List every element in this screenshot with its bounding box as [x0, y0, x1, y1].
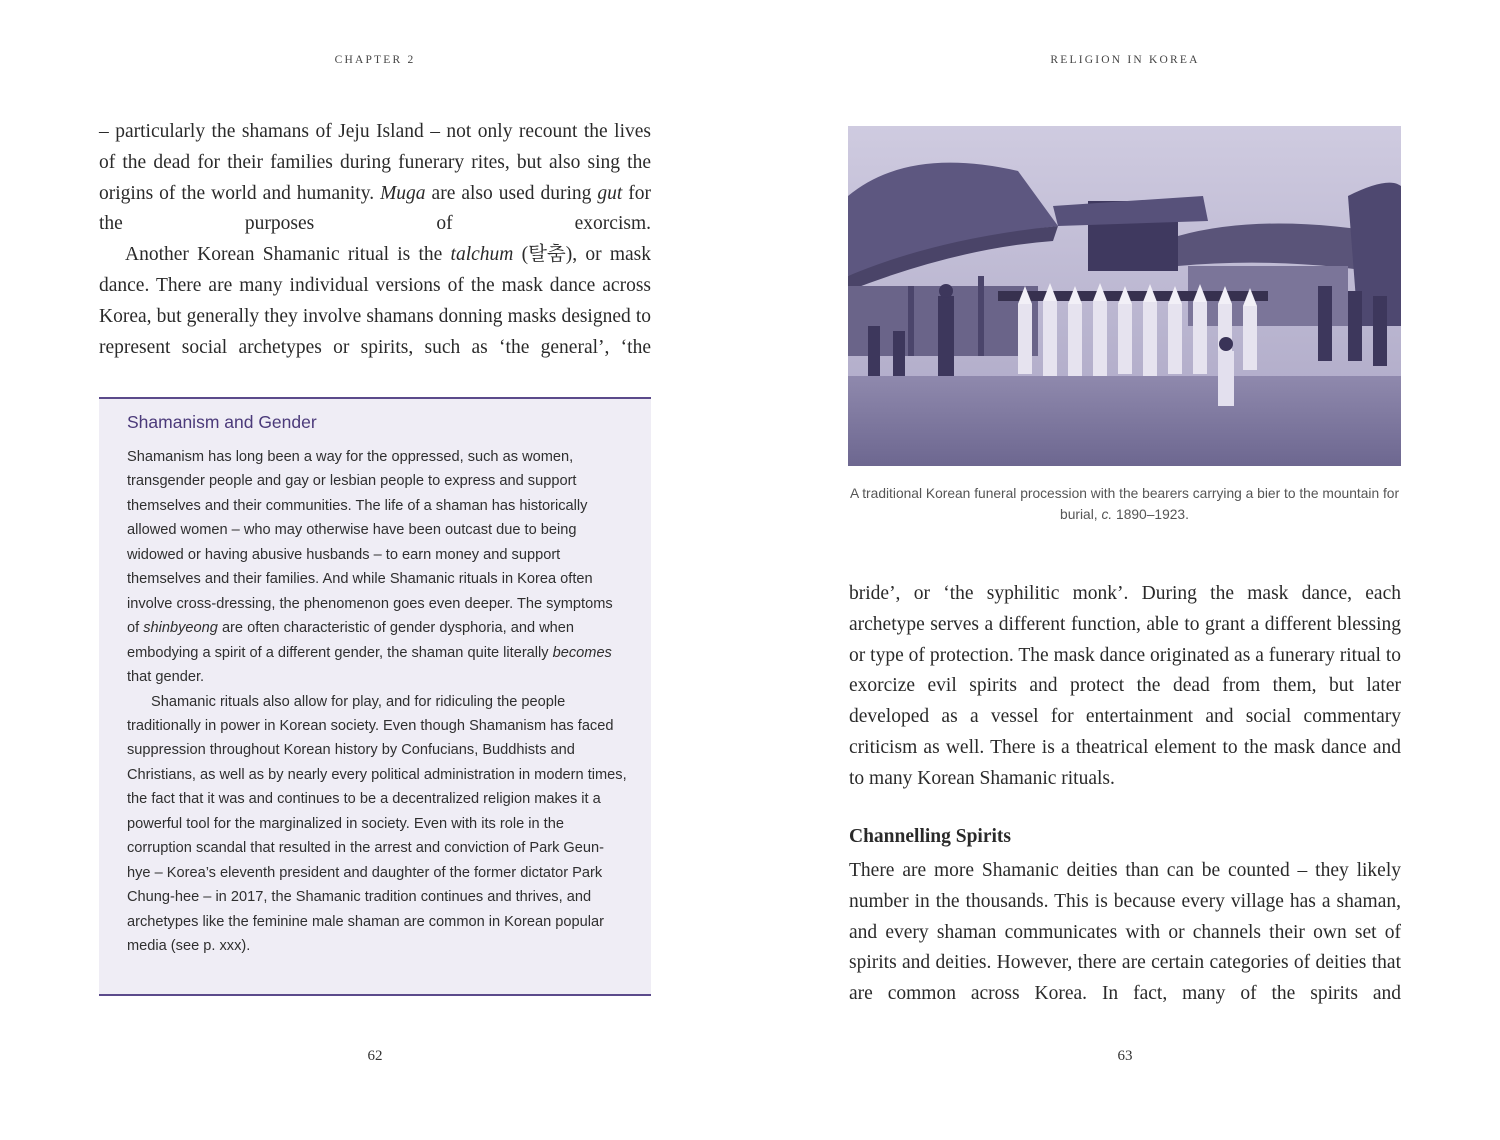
funeral-procession-photo	[848, 126, 1401, 466]
right-page	[750, 0, 1500, 1140]
text-run: that gender.	[127, 669, 205, 686]
text-run: 1890–1923.	[1112, 507, 1189, 522]
text-run: for the purposes of exorcism.	[99, 182, 652, 235]
text-run: – particularly the shamans of Jeju Island – not only recount the lives of the dead for their families during funerary rites, but also sing the origins of the world and humanity.	[99, 121, 651, 204]
text-run: (탈춤), or mask dance. There are many individual versions of the mask dance across Korea, but generally they involve shamans donning masks designed to represent social archetypes or spirits, such as ‘the general’, ‘the	[99, 244, 651, 358]
running-head-right	[750, 54, 1500, 66]
italic-term: shinbyeong	[143, 620, 218, 637]
page-number-right: 63	[1117, 1048, 1133, 1064]
paragraph	[99, 117, 651, 240]
section-heading: Channelling Spirits	[849, 826, 1012, 847]
sidebar-text	[127, 445, 627, 959]
italic-term: talchum	[450, 244, 514, 266]
running-head-text: RELIGION IN KOREA	[1050, 54, 1200, 66]
sidebar-paragraph	[127, 445, 627, 690]
italic-term: Muga	[380, 182, 426, 204]
text-run: A traditional Korean funeral procession with the bearers carrying a bier to the mountain for burial,	[849, 486, 1400, 522]
right-body-text	[849, 579, 1401, 795]
text-run: are often characteristic of gender dysphoria, and when embodying a spirit of a different gender, the shaman quite literally	[127, 620, 575, 661]
photo-illustration	[848, 126, 1401, 466]
paragraph: bride’, or ‘the syphilitic monk’. During the mask dance, each archetype serves a different function, able to grant a different blessing or type of protection. The mask dance originated as a funerary ritual to exorcize evil spirits and protect the dead from them, but later developed as a vessel for entertainment and social commentary criticism as well. There is a theatrical element to the mask dance and to many Korean Shamanic rituals.	[849, 583, 1401, 789]
text-run: are also used during	[425, 182, 598, 204]
paragraph: There are more Shamanic deities than can be counted – they likely number in the thousands. This is because every village has a shaman, and every shaman communicates with or channels their own set of spirits and deities. However, there are certain categories of deities that are common across Korea. In fact, many of the spirits and	[849, 860, 1401, 1005]
italic-term: c.	[1101, 507, 1113, 522]
sidebar-title: Shamanism and Gender	[127, 412, 317, 432]
left-body-text	[99, 117, 651, 363]
running-head-left	[0, 54, 750, 66]
sidebar-box	[99, 397, 651, 996]
italic-term: gut	[597, 182, 623, 204]
italic-term: becomes	[552, 644, 612, 661]
paragraph	[99, 240, 651, 363]
running-head-text: CHAPTER 2	[334, 54, 416, 66]
text-run: Another Korean Shamanic ritual is the	[125, 244, 451, 266]
photo-caption	[848, 483, 1401, 525]
page-number-left: 62	[367, 1048, 383, 1064]
text-run: Shamanism has long been a way for the oppressed, such as women, transgender people and gay or lesbian people to express and support themselves and their communities. The life of a shaman has historically allowed women – who may otherwise have been outcast due to being widowed or having abusive husbands – to earn money and support themselves and their families. And while Shamanic rituals in Korea often involve cross-dressing, the phenomenon goes even deeper. The symptoms of	[127, 449, 613, 637]
sidebar-paragraph: Shamanic rituals also allow for play, and for ridiculing the people traditionally in power in Korean society. Even though Shamanism has faced suppression throughout Korean history by Confucians, Buddhists and Christians, as well as by nearly every political administration in modern times, the fact that it was and continues to be a decentralized religion makes it a powerful tool for the marginalized in society. Even with its role in the corruption scandal that resulted in the arrest and conviction of Park Geun-hye – Korea’s eleventh president and daughter of the former dictator Park Chung-hee – in 2017, the Shamanic tradition continues and thrives, and archetypes like the feminine male shaman are common in Korean popular media (see p. xxx).	[127, 693, 627, 955]
right-body-text-2	[849, 856, 1401, 1010]
